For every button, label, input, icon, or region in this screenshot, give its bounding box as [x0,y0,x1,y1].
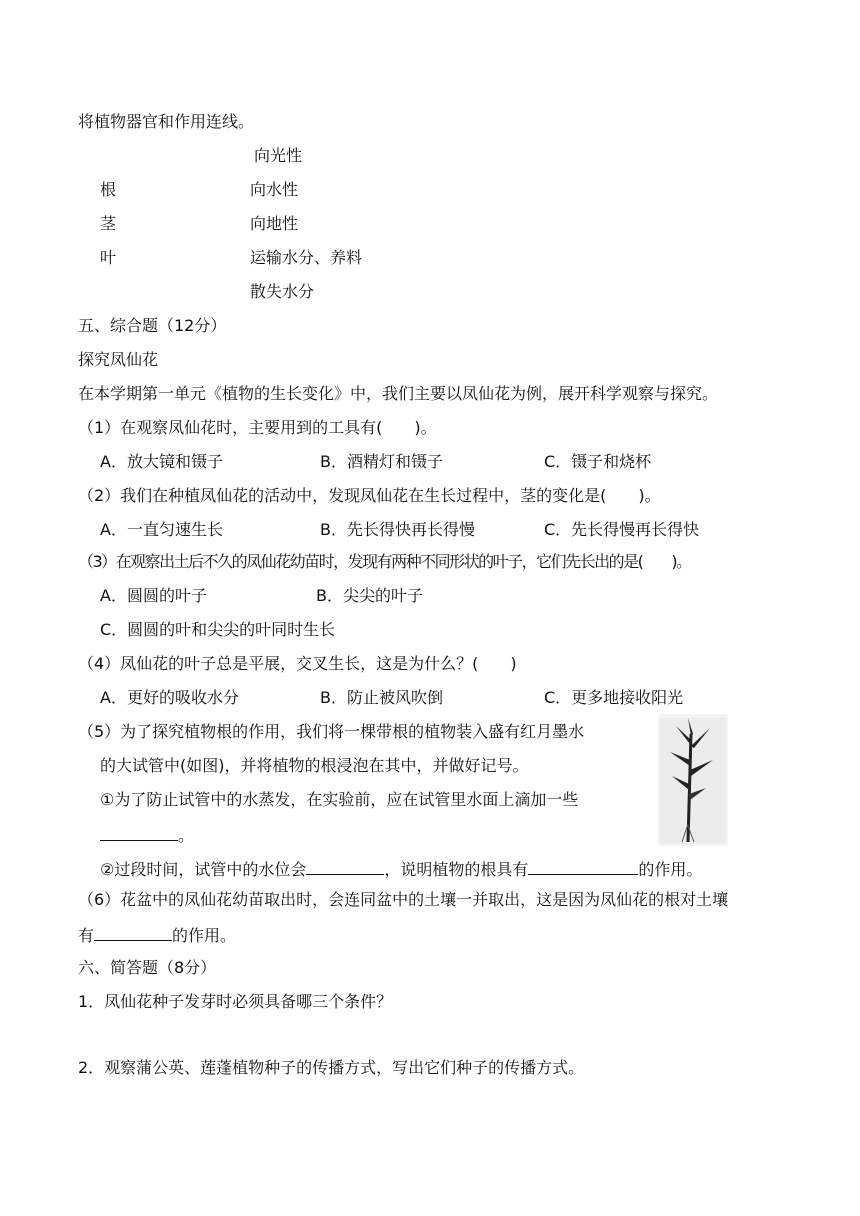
fill-blank-line [100,824,194,846]
sub-question-text: ②过段时间，试管中的水位会 [100,860,307,879]
matching-instruction: 将植物器官和作用连线。 [78,112,255,131]
option-a: A．一直匀速生长 [100,520,223,539]
answer-blank[interactable] [100,824,178,841]
question-text: 有 [78,926,95,945]
sub-question: ①为了防止试管中的水蒸发，在实验前，应在试管里水面上滴加一些 [100,790,579,809]
matching-right-item: 运输水分、养料 [250,248,363,267]
question-stem: （6）花盆中的凤仙花幼苗取出时，会连同盆中的土壤一并取出，这是因为凤仙花的根对土壤 [78,890,729,909]
question-stem: （5）为了探究植物根的作用，我们将一棵带根的植物装入盛有红月墨水 [78,722,585,741]
matching-right-item: 向地性 [250,214,299,233]
sub-question [100,858,702,880]
matching-left-item: 根 [100,180,117,199]
answer-blank[interactable] [528,858,638,875]
question-stem: （2）我们在种植凤仙花的活动中，发现凤仙花在生长过程中，茎的变化是( )。 [78,486,661,505]
question-text: 的作用。 [172,926,237,945]
option-b: B．尖尖的叶子 [316,586,423,605]
option-b: B．防止被风吹倒 [320,688,443,707]
question-stem: （3）在观察出土后不久的凤仙花幼苗时，发现有两种不同形状的叶子，它们先长出的是( )。 [78,552,691,571]
intro-text: 在本学期第一单元《植物的生长变化》中，我们主要以凤仙花为例，展开科学观察与探究。 [78,384,719,403]
short-answer-question: 1．凤仙花种子发芽时必须具备哪三个条件？ [78,992,393,1011]
matching-right-item: 向水性 [250,180,299,199]
topic-title: 探究凤仙花 [78,350,159,369]
answer-blank[interactable] [306,858,384,875]
section-heading: 六、简答题（8分） [78,958,217,977]
option-b: B．酒精灯和镊子 [320,452,443,471]
question-stem: （1）在观察凤仙花时，主要用到的工具有( )。 [78,418,437,437]
plant-test-tube-figure [658,714,728,846]
option-b: B．先长得快再长得慢 [320,520,475,539]
option-c: C．镊子和烧杯 [544,452,652,471]
option-a: A．放大镜和镊子 [100,452,223,471]
matching-left-item: 茎 [100,214,117,233]
option-c: C．圆圆的叶和尖尖的叶同时生长 [100,620,336,639]
answer-blank[interactable] [94,924,172,941]
matching-right-item: 散失水分 [250,282,315,301]
punctuation: 。 [178,826,195,845]
matching-left-item: 叶 [100,248,117,267]
sub-question-text: 的作用。 [638,860,703,879]
option-a: A．圆圆的叶子 [100,586,207,605]
option-c: C．更多地接收阳光 [544,688,684,707]
matching-right-item: 向光性 [254,146,303,165]
sub-question-text: ，说明植物的根具有 [384,860,529,879]
question-stem: （4）凤仙花的叶子总是平展，交叉生长，这是为什么？( ) [78,654,517,673]
short-answer-question: 2．观察蒲公英、莲蓬植物种子的传播方式，写出它们种子的传播方式。 [78,1058,585,1077]
question-text: 的大试管中(如图)，并将植物的根浸泡在其中，并做好记号。 [100,756,529,775]
option-a: A．更好的吸收水分 [100,688,239,707]
section-heading: 五、综合题（12分） [78,316,227,335]
option-c: C．先长得慢再长得快 [544,520,700,539]
fill-blank-line [78,924,236,946]
